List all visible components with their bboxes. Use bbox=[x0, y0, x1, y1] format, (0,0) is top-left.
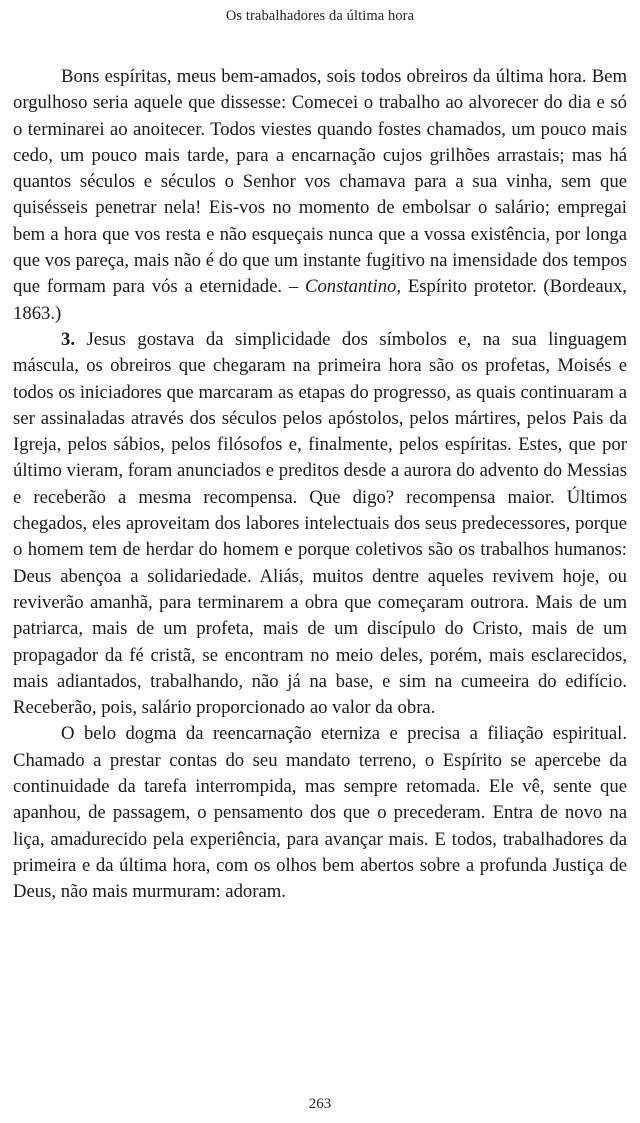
running-header: Os trabalhadores da última hora bbox=[225, 8, 415, 24]
paragraph-text: Jesus gostava da simplicidade dos símbolos e, na sua linguagem máscula, os obreiros que chegaram na primeira hora são os profetas, Moisés e todos os iniciadores que marcaram as etapas do progresso, as quais continuaram a ser assinaladas através dos séculos pelos apóstolos, pelos mártires, pelos Pais da Igreja, pelos sábios, pelos filósofos e, finalmente, pelos espíritas. Estes, que por último vieram, foram anunciados e preditos desde a aurora do advento do Messias e receberão a mesma recompensa. Que digo? recompensa maior. Últimos chegados, eles aproveitam dos labores intelectuais dos seus predecessores, porque o homem tem de herdar do homem e porque coletivos são os trabalhos humanos: Deus abençoa a solidariedade. Aliás, muitos dentre aqueles revivem hoje, ou reviverão amanhã, para terminarem a obra que começaram outrora. Mais de um patriarca, mais de um profeta, mais de um discípulo do Cristo, mais de um propagador da fé cristã, se encontram no meio deles, porém, mais esclarecidos, mais adiantados, trabalhando, não já na base, e sim na cumeeira do edifício. Receberão, pois, salário proporcionado ao valor da obra. bbox=[13, 328, 627, 719]
page-body bbox=[13, 64, 627, 906]
paragraph-closing-message bbox=[13, 64, 627, 327]
item-number: 3. bbox=[61, 328, 76, 350]
paragraph-text: Bons espíritas, meus bem-amados, sois todos obreiros da última hora. Bem orgulhoso seria aquele que dissesse: Comecei o trabalho ao alvorecer do dia e só o terminarei ao anoitecer. Todos viestes quando fostes chamados, um pouco mais cedo, um pouco mais tarde, para a encarnação cujos grilhões arrastais; mas há quantos séculos e séculos o Senhor vos chamava para a sua vinha, sem que quisésseis penetrar nela! Eis-vos no momento de embolsar o salário; empregai bem a hora que vos resta e não esqueçais nunca que a vossa existência, por longa que vos pareça, mais não é do que um instante fugitivo na imensidade dos tempos que formam para vós a eternidade. – bbox=[13, 66, 627, 298]
author-attribution: , Espírito protetor. (Bordeaux, 1863.) bbox=[13, 276, 627, 324]
page-number: 263 bbox=[308, 1096, 332, 1112]
author-name: Constantino bbox=[305, 276, 397, 298]
paragraph-item-3 bbox=[13, 327, 627, 721]
paragraph-reincarnation bbox=[13, 721, 627, 905]
paragraph-text: O belo dogma da reencarnação eterniza e precisa a filiação espiritual. Chamado a prestar contas do seu mandato terreno, o Espírito se apercebe da continuidade da tarefa interrompida, mas sempre retomada. Ele vê, sente que apanhou, de passagem, o pensamento dos que o precederam. Entra de novo na liça, amadurecido pela experiência, para avançar mais. E todos, trabalhadores da primeira e da última hora, com os olhos bem abertos sobre a profunda Justiça de Deus, não mais murmuram: adoram. bbox=[13, 723, 627, 903]
